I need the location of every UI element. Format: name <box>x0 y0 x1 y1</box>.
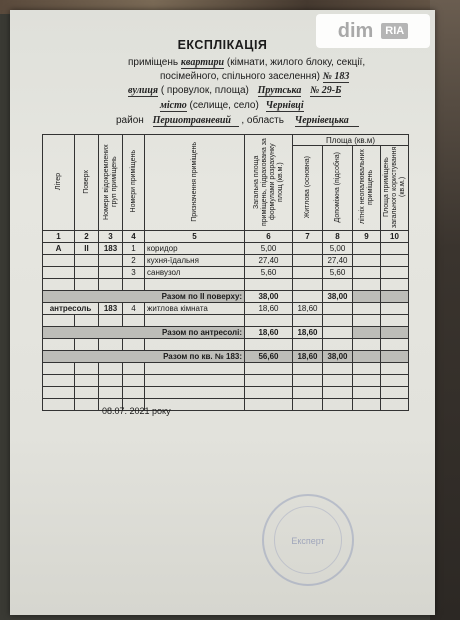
cell-empty <box>381 351 409 363</box>
cell-empty <box>353 243 381 255</box>
header-groups: Номери відокремлених груп приміщень <box>99 135 123 231</box>
cell-empty <box>381 327 409 339</box>
cell-empty <box>381 243 409 255</box>
city-mid: (селище, село) <box>189 100 259 111</box>
oblast-value: Чернівецька <box>295 115 359 127</box>
cell-total: 18,60 <box>245 303 293 315</box>
oblast-label: , область <box>241 115 284 126</box>
col-number: 10 <box>381 231 409 243</box>
city-label: місто <box>160 100 187 111</box>
table-row <box>43 279 409 291</box>
table-row <box>43 363 409 375</box>
line1-pre: приміщень <box>128 57 179 68</box>
cell-group <box>99 255 123 267</box>
cell-living: 18,60 <box>293 303 323 315</box>
cell-empty <box>353 291 381 303</box>
sum-apt-total: 56,60 <box>245 351 293 363</box>
table-row <box>43 303 409 315</box>
sum-apt-living: 18,60 <box>293 351 323 363</box>
doc-line-city <box>160 100 304 112</box>
cell-total: 5,60 <box>245 267 293 279</box>
city-value: Чернівці <box>265 100 304 111</box>
sum-mezzanine-row <box>43 327 409 339</box>
col-number: 6 <box>245 231 293 243</box>
sum-floor-row <box>43 291 409 303</box>
stamp <box>262 494 354 586</box>
doc-line-rayon <box>116 115 359 127</box>
sum-apt-label: Разом по кв. № 183: <box>43 351 245 363</box>
explication-table <box>42 134 409 411</box>
cell-room-no: 4 <box>123 303 145 315</box>
cell-group: 183 <box>99 243 123 255</box>
cell-group: 183 <box>99 303 123 315</box>
cell-total: 5,00 <box>245 243 293 255</box>
cell-aux: 27,40 <box>323 255 353 267</box>
col-number: 7 <box>293 231 323 243</box>
cell-total: 27,40 <box>245 255 293 267</box>
cell-liter: антресоль <box>43 303 99 315</box>
cell-purpose: санвузол <box>145 267 245 279</box>
doc-line-2 <box>160 71 349 83</box>
table-row <box>43 243 409 255</box>
header-floor: Поверх <box>75 135 99 231</box>
cell-liter: А <box>43 243 75 255</box>
table-row <box>43 375 409 387</box>
header-liter: Літер <box>43 135 75 231</box>
cell-group <box>99 267 123 279</box>
sum-mezz-living: 18,60 <box>293 327 323 339</box>
sum-floor-label: Разом по ІІ поверху: <box>43 291 245 303</box>
header-common: Площа приміщень загального користування (кв.м.) <box>381 146 409 231</box>
street-value: Прутська <box>257 85 302 96</box>
line1-post: (кімнати, жилого блоку, секції, <box>226 57 366 68</box>
col-number: 2 <box>75 231 99 243</box>
document-page <box>10 10 435 615</box>
doc-title: ЕКСПЛІКАЦІЯ <box>177 38 268 52</box>
cell-liter <box>43 255 75 267</box>
cell-floor <box>75 255 99 267</box>
cell-liter <box>43 267 75 279</box>
table-row <box>43 315 409 327</box>
cell-purpose: кухня-їдальня <box>145 255 245 267</box>
sum-apt-aux: 38,00 <box>323 351 353 363</box>
doc-date: 08.07. 2021 року <box>102 406 171 416</box>
table-row <box>43 267 409 279</box>
cell-empty <box>381 291 409 303</box>
cell-room-no: 3 <box>123 267 145 279</box>
cell-room-no: 2 <box>123 255 145 267</box>
header-total-area: Загальна площа приміщень, підрахована за формулами розрахунку площ (кв.м.) <box>245 135 293 231</box>
sum-mezz-aux <box>323 327 353 339</box>
sum-floor-aux: 38,00 <box>323 291 353 303</box>
table-header-row-1 <box>43 135 409 146</box>
header-room-numbers: Номери приміщень <box>123 135 145 231</box>
cell-living <box>293 243 323 255</box>
cell-empty <box>381 255 409 267</box>
cell-empty <box>381 303 409 315</box>
sum-mezz-total: 18,60 <box>245 327 293 339</box>
table-row <box>43 255 409 267</box>
watermark-logo-b: RIA <box>381 23 408 39</box>
stamp-text: Експерт <box>291 536 325 546</box>
cell-aux <box>323 303 353 315</box>
col-number: 4 <box>123 231 145 243</box>
header-auxiliary: Допоміжна (підсобна) <box>323 146 353 231</box>
table-row <box>43 387 409 399</box>
cell-aux: 5,60 <box>323 267 353 279</box>
line2-text: посімейного, спільного заселення) <box>160 71 320 82</box>
doc-line-street <box>128 85 341 97</box>
line1-handwritten: квартири <box>180 57 225 68</box>
watermark <box>316 14 430 48</box>
cell-aux: 5,00 <box>323 243 353 255</box>
header-unheated: літніх неопалювальних приміщень <box>353 146 381 231</box>
cell-floor <box>75 267 99 279</box>
watermark-logo-a: dim <box>337 19 374 42</box>
cell-empty <box>353 255 381 267</box>
col-number: 3 <box>99 231 123 243</box>
cell-empty <box>381 267 409 279</box>
col-number: 1 <box>43 231 75 243</box>
col-number: 8 <box>323 231 353 243</box>
rayon-label: район <box>116 115 144 126</box>
table-row <box>43 399 409 411</box>
house-number: № 29-Б <box>310 85 342 96</box>
street-mid: ( провулок, площа) <box>160 85 249 96</box>
cell-room-no: 1 <box>123 243 145 255</box>
header-area-group: Площа (кв.м) <box>293 135 409 146</box>
sum-apartment-row <box>43 351 409 363</box>
header-living: Житлова (основна) <box>293 146 323 231</box>
cell-living <box>293 255 323 267</box>
cell-floor: ІІ <box>75 243 99 255</box>
apartment-number: № 183 <box>322 71 350 82</box>
cell-empty <box>353 303 381 315</box>
sum-floor-living <box>293 291 323 303</box>
sum-mezz-label: Разом по антресолі: <box>43 327 245 339</box>
doc-line-1 <box>128 57 365 69</box>
cell-empty <box>353 351 381 363</box>
sum-floor-total: 38,00 <box>245 291 293 303</box>
col-number: 9 <box>353 231 381 243</box>
header-purpose: Призначення приміщень <box>145 135 245 231</box>
cell-empty <box>353 327 381 339</box>
cell-purpose: житлова кімната <box>145 303 245 315</box>
column-numbers-row <box>43 231 409 243</box>
cell-living <box>293 267 323 279</box>
rayon-value: Першотравневий <box>153 115 239 127</box>
col-number: 5 <box>145 231 245 243</box>
cell-empty <box>353 267 381 279</box>
cell-purpose: коридор <box>145 243 245 255</box>
street-label: вулиця <box>128 85 159 96</box>
table-row <box>43 339 409 351</box>
